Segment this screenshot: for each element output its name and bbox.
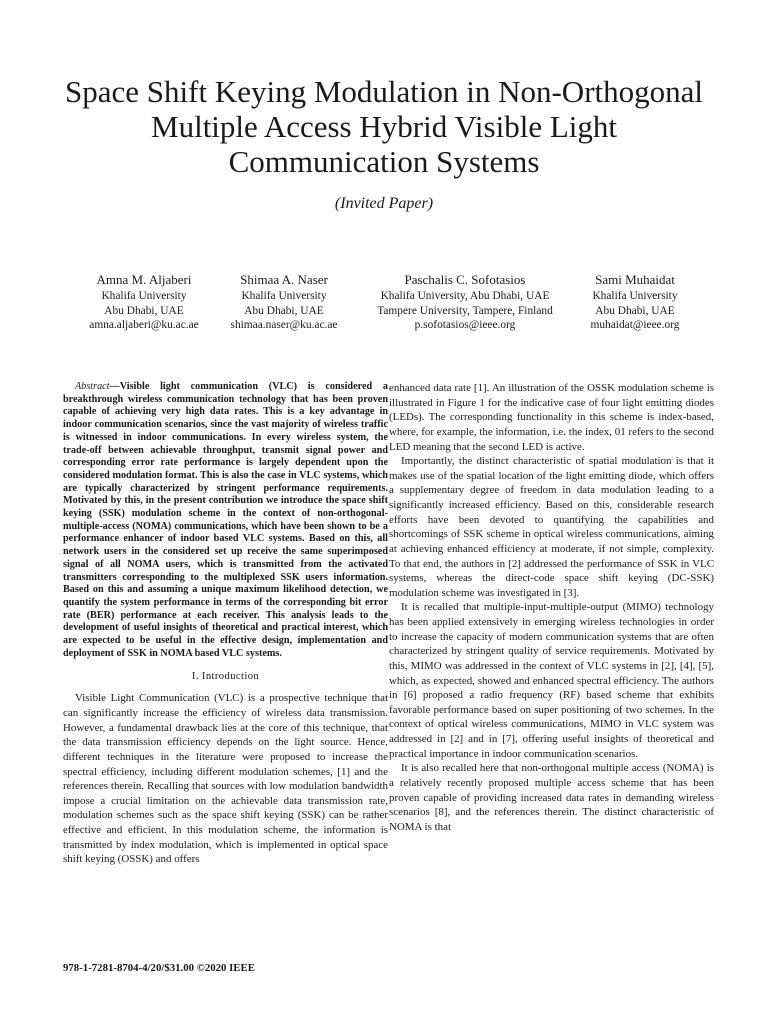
author-email: p.sofotasios@ieee.org	[414, 319, 516, 332]
title-line-2: Multiple Access Hybrid Visible Light	[151, 109, 617, 144]
author-location: Abu Dhabi, UAE	[104, 304, 184, 317]
author-email: muhaidat@ieee.org	[590, 319, 680, 332]
paper-subtitle: (Invited Paper)	[334, 195, 434, 212]
body-paragraph: It is recalled that multiple-input-multiple-output (MIMO) technology has been applied extensively in emerging wireless technologies in order to increase the capacity of modern communication systems that are often characterized by stringent quality of service requirements. Motivated by this, MIMO was addressed in the context of VLC systems in [2], [4], [5], which, as expected, showed and enhanced spectral efficiency. The authors in [6] proposed a radio frequency (RF) based scheme that exhibits favorable performance based on super positioning of two schemes. In the context of optical wireless communications, MIMO in VLC system was addressed in [2] and in [7], offering useful insights of theoretical and practical importance in indoor communication scenarios.	[389, 601, 714, 760]
title-line-3: Communication Systems	[228, 144, 540, 179]
author-name: Amna M. Aljaberi	[96, 272, 192, 287]
right-column	[389, 381, 714, 834]
abstract-label: Abstract	[75, 381, 110, 392]
author-affiliation: Khalifa University	[101, 290, 187, 302]
author-block	[0, 271, 768, 341]
title-line-1: Space Shift Keying Modulation in Non-Orthogonal	[65, 74, 703, 109]
left-column	[63, 381, 388, 867]
copyright-footer: 978-1-7281-8704-4/20/$31.00 ©2020 IEEE	[63, 962, 255, 974]
author-1	[80, 271, 208, 333]
author-name: Shimaa A. Naser	[240, 272, 328, 287]
author-2	[219, 271, 349, 333]
body-paragraph: Importantly, the distinct characteristic of spatial modulation is that it makes use of the spatial location of the light emitting diode, which offers a supplementary degree of freedom in data modulation leading to a significantly increased efficiency. Based on this, considerable research efforts have been devoted to quantifying the capabilities and shortcomings of SSK scheme in optical wireless communications, aiming at achieving enhanced efficiency at moderate, if not simple, complexity. To that end, the authors in [2] addressed the performance of SSK in VLC systems, whereas the direct-code space shift keying (DC-SSK) modulation scheme was investigated in [3].	[389, 455, 714, 599]
author-email: shimaa.naser@ku.ac.ae	[230, 319, 338, 332]
author-affiliation: Khalifa University, Abu Dhabi, UAE	[380, 290, 550, 302]
section-heading-introduction: I. Introduction	[191, 671, 260, 683]
paper-title	[40, 74, 728, 179]
author-location: Tampere University, Tampere, Finland	[377, 304, 553, 317]
author-affiliation: Khalifa University	[241, 290, 327, 302]
body-paragraph: Visible Light Communication (VLC) is a prospective technique that can significantly increase the efficiency of wireless data transmission. However, a fundamental drawback lies at the core of this technique, that the data transmission efficiency depends on the light source. Hence, different techniques in the literature were proposed to increase the spectral efficiency, including different modulation schemes, [1] and the references therein. Recalling that sources with low modulation bandwidth impose a crucial limitation on the achievable data transmission rate, modulation schemes such as the space shift keying (SSK) can be rather effective and efficient. In this modulation scheme, the information is transmitted by index modulation, which is implemented in optical space shift keying (OSSK) and offers	[63, 692, 388, 866]
author-location: Abu Dhabi, UAE	[244, 304, 324, 317]
abstract	[63, 381, 388, 660]
abstract-text: —Visible light communication (VLC) is considered a breakthrough wireless communication technology that has been proven capable of achieving very high data rates. This is a key advantage in indoor communication scenarios, since the vast majority of wireless traffic is witnessed in indoor communications. In every wireless system, the trade-off between achievable throughput, transmit signal power and corresponding error rate performance is largely dependent upon the considered modulation format. This is also the case in VLC systems, which are typically characterized by stringent performance requirements. Motivated by this, in the present contribution we introduce the space shift keying (SSK) modulation scheme in the context of non-orthogonal-multiple-access (NOMA) communications, which have been shown to be a performance enhancer of indoor based VLC systems. Based on this, all network users in the considered set up receive the same superimposed signal of all NOMA users, which is transmitted from the activated transmitters corresponding to the multiplexed SSK users information. Based on this and assuming a unique maximum likelihood detection, we quantify the system performance in terms of the corresponding bit error rate (BER) performance at each receiver. This analysis leads to the development of useful insights of theoretical and practical interest, which are expected to be useful in the effective design, implementation and deployment of SSK in NOMA based VLC systems.	[63, 381, 388, 659]
author-email: amna.aljaberi@ku.ac.ae	[89, 319, 199, 332]
author-3	[360, 271, 570, 333]
body-paragraph: It is also recalled here that non-orthogonal multiple access (NOMA) is a relatively recently proposed multiple access scheme that has been proven capable of providing increased data rates in demanding wireless scenarios [8], and the references therein. The distinct characteristic of NOMA is that	[389, 762, 714, 833]
author-affiliation: Khalifa University	[592, 290, 678, 302]
author-name: Sami Muhaidat	[595, 272, 675, 287]
author-4	[580, 271, 690, 333]
author-name: Paschalis C. Sofotasios	[404, 272, 526, 287]
body-paragraph: enhanced data rate [1]. An illustration of the OSSK modulation scheme is illustrated in Figure 1 for the indicative case of four light emitting diodes (LEDs). The corresponding functionality in this scheme is index-based, where, for example, the information, i.e. the index, 01 refers to the second LED meaning that the second LED is active.	[389, 382, 714, 453]
author-location: Abu Dhabi, UAE	[595, 304, 675, 317]
